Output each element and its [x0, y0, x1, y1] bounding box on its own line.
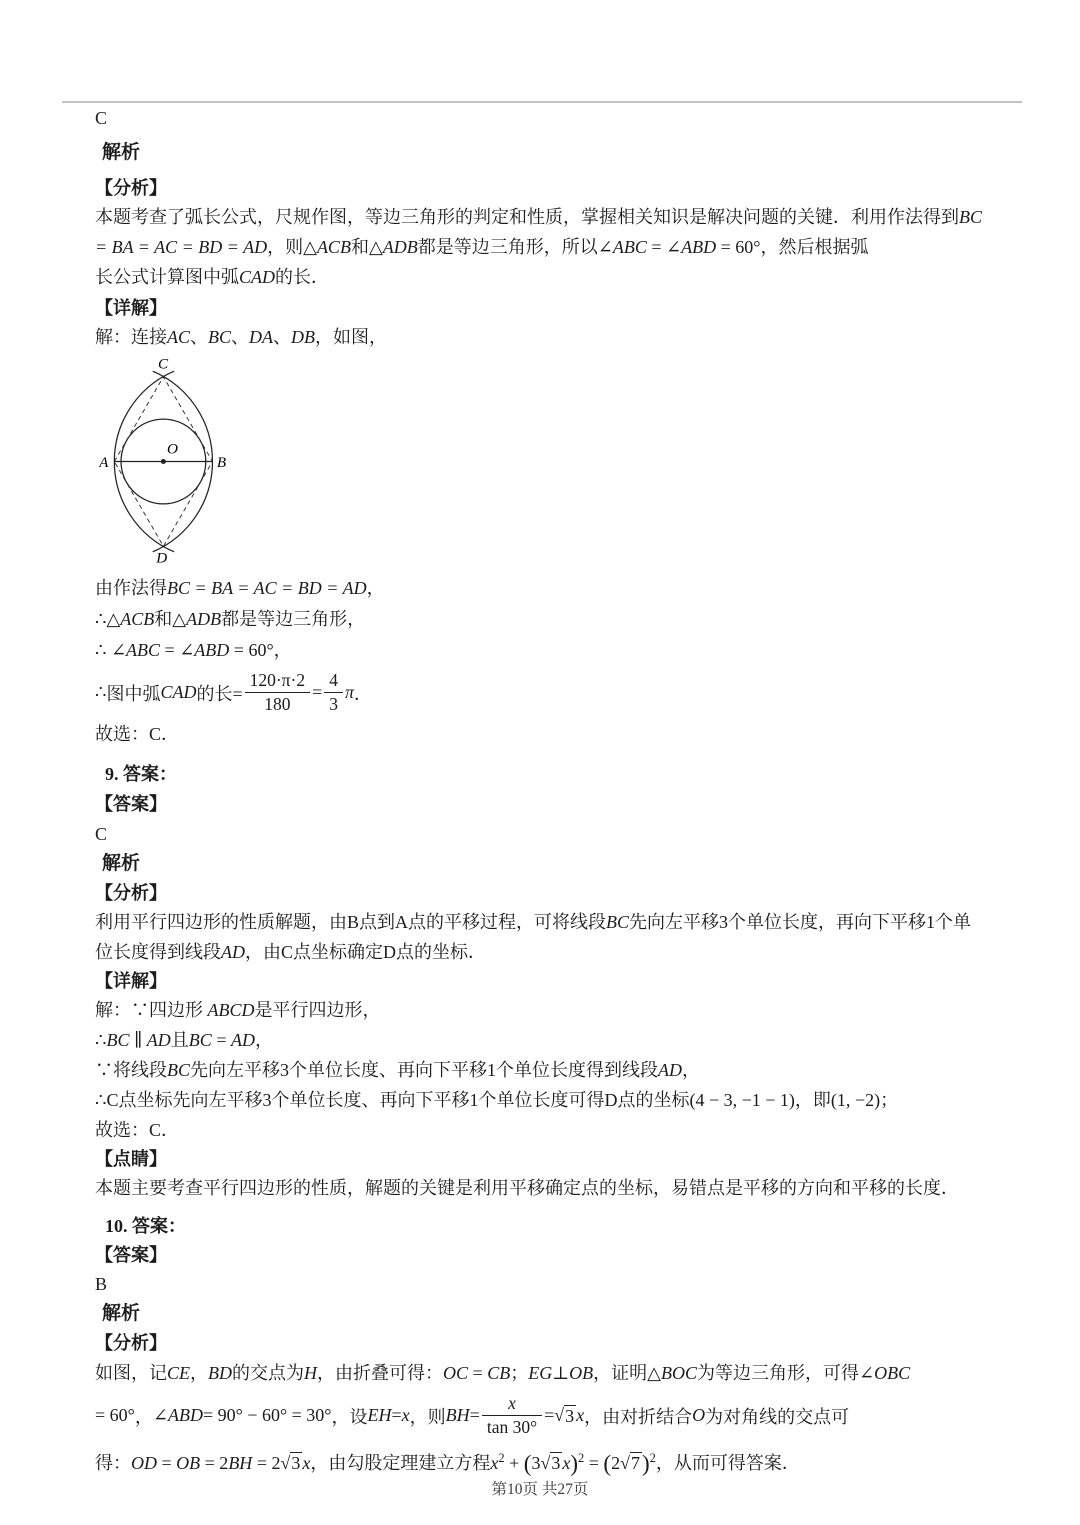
text-segment: π [345, 682, 355, 702]
answer-letter: B [95, 1274, 108, 1294]
solution-line-arc-length [95, 666, 1000, 719]
text-segment: OD [131, 1453, 157, 1473]
text-segment: ，则 [267, 237, 304, 257]
text-segment: x [401, 1405, 410, 1425]
header-rule [62, 101, 1022, 103]
text-segment: ，然后根据弧 [760, 237, 869, 257]
bracket-heading-xiangjie: 【详解】 [95, 298, 167, 318]
analysis-line [95, 907, 1000, 937]
text-segment: BD [208, 1363, 233, 1383]
analysis-line-with-fraction [95, 1389, 1000, 1442]
text-segment: BC [208, 327, 232, 347]
fraction [324, 670, 343, 715]
text-segment: BC [188, 1030, 212, 1050]
bracket-heading-dianjing: 【点睛】 [95, 1149, 167, 1169]
solution-line [95, 573, 1000, 604]
conclusion-line [95, 719, 1000, 749]
text-segment: 得： [95, 1453, 131, 1473]
text-segment: CB [487, 1363, 511, 1383]
fraction-numerator: 4 [324, 670, 343, 693]
text-segment: ∠ [666, 237, 682, 257]
text-segment: 3 [291, 1453, 301, 1473]
text-segment: AD [658, 1060, 683, 1080]
text-segment: √ [280, 1453, 291, 1473]
text-segment: ∠ [179, 640, 195, 660]
solution-line [95, 1025, 1000, 1055]
text-segment: DA [249, 327, 274, 347]
analysis-line [95, 937, 1000, 967]
text-segment: = [646, 237, 667, 257]
text-segment: = 90° − 60° = 30° [202, 1405, 332, 1425]
text-segment: x [562, 1453, 571, 1473]
text-segment: ， [190, 1363, 209, 1383]
text-segment: 且 [170, 1030, 189, 1050]
text-segment: O [692, 1405, 706, 1425]
text-segment: 故选：C． [95, 724, 180, 744]
analysis-line [95, 232, 1000, 262]
text-segment: 为对角线的交点可 [705, 1406, 850, 1427]
bracket-heading-fenxi: 【分析】 [95, 1333, 167, 1353]
text-segment: ABD [681, 237, 717, 257]
text-segment: = [391, 1405, 402, 1425]
fraction-numerator: x [482, 1393, 542, 1416]
text-segment: 先向左平移3个单位长度，再向下平移1个单 [629, 912, 972, 932]
text-segment: CAD [239, 267, 275, 287]
text-segment: = 60° [95, 1405, 135, 1425]
text-segment: 、 [190, 327, 209, 347]
text-segment: ，由对折结合 [584, 1406, 693, 1427]
text-segment: = [469, 1405, 480, 1425]
text-segment: ∴ [95, 609, 107, 629]
point-label-b: B [216, 453, 227, 471]
text-segment: ． [354, 683, 373, 704]
text-segment: ABC [612, 237, 647, 257]
text-segment: △ [647, 1363, 661, 1383]
text-segment: 3 [565, 1405, 575, 1426]
text-segment: △ [172, 609, 187, 629]
text-segment: ∠ [597, 237, 613, 257]
text-segment: EG [528, 1363, 553, 1383]
page-content [95, 106, 1000, 1480]
text-segment: ∵将线段 [95, 1060, 167, 1080]
text-segment: DB [291, 327, 316, 347]
text-segment: ，如图， [315, 327, 388, 347]
text-segment: 解：∵四边形 [95, 1000, 208, 1020]
text-segment: √ [540, 1453, 551, 1473]
text-segment: ABD [194, 640, 230, 660]
text-segment: = [157, 1453, 177, 1473]
text-segment: ，即 [794, 1090, 831, 1110]
text-segment: ∴C点坐标先向左平移3个单位长度、再向下平移1个单位长度可得D点的坐标 [95, 1090, 690, 1110]
text-segment: 和 [350, 237, 369, 257]
text-segment: ， [366, 578, 385, 598]
text-segment: ∠ [858, 1363, 875, 1383]
text-segment: ( [603, 1451, 612, 1476]
text-segment: H [304, 1363, 318, 1383]
text-segment: 由作法得 [95, 578, 167, 598]
text-segment: = BA = AC = BD = AD [95, 237, 268, 257]
text-segment: BH [445, 1405, 470, 1425]
text-segment: 故选：C． [95, 1120, 180, 1140]
text-segment: 2 [578, 1451, 585, 1465]
text-segment: ， [254, 1030, 273, 1050]
text-segment: 的长= [196, 683, 243, 704]
text-segment: ∥ [129, 1030, 147, 1050]
text-segment: ADB [382, 237, 418, 257]
text-segment: x [576, 1405, 585, 1425]
text-segment: ； [880, 1090, 899, 1110]
bracket-heading-xiangjie: 【详解】 [95, 971, 167, 991]
point-label-o: O [166, 440, 178, 458]
point-label-a: A [99, 453, 109, 471]
text-segment: OB [569, 1363, 594, 1383]
section-heading-jiexi: 解析 [102, 1303, 141, 1324]
analysis-line [95, 1442, 1000, 1480]
text-segment: ，则 [409, 1406, 446, 1427]
text-segment: 2 [611, 1453, 621, 1473]
answer-letter: C [95, 824, 108, 844]
conclusion-line [95, 1115, 1000, 1145]
text-segment: 7 [630, 1453, 640, 1473]
center-point-o [161, 459, 166, 464]
text-segment: = 2 [200, 1453, 229, 1473]
text-segment: 先向左平移3个单位长度、再向下平移1个单位长度得到线段 [190, 1060, 659, 1080]
text-segment: 3 [551, 1453, 561, 1473]
text-segment: BOC [660, 1363, 697, 1383]
text-segment: = [312, 682, 323, 702]
text-segment: OC [443, 1363, 469, 1383]
analysis-line [95, 1357, 1000, 1389]
solution-line [95, 1085, 1000, 1115]
bracket-heading-fenxi: 【分析】 [95, 883, 167, 903]
text-segment: ACB [316, 237, 351, 257]
text-segment: ACB [120, 609, 155, 629]
text-segment: 为等边三角形，可得 [696, 1363, 859, 1383]
point-label-c: C [158, 358, 169, 373]
text-segment: = [160, 640, 180, 660]
text-segment: ，由C点坐标确定D点的坐标． [245, 942, 487, 962]
text-segment: 都是等边三角形， [221, 609, 366, 629]
text-segment: ⊥ [552, 1363, 570, 1383]
text-segment: 、 [273, 327, 292, 347]
analysis-line [95, 202, 1000, 232]
text-segment: ∴ [95, 640, 111, 660]
geometry-figure-svg [99, 358, 251, 565]
text-segment: 2 [649, 1451, 656, 1465]
text-segment: 2 [498, 1451, 505, 1465]
text-segment: ，由勾股定理建立方程 [310, 1453, 491, 1473]
text-segment: x [490, 1453, 499, 1473]
text-segment: BC [106, 1030, 130, 1050]
text-segment: (4 − 3, −1 − 1) [689, 1090, 795, 1110]
fraction [482, 1393, 542, 1438]
fraction [245, 670, 311, 715]
text-segment: = [584, 1453, 604, 1473]
text-segment: ABC [126, 640, 161, 660]
text-segment: = [211, 1030, 231, 1050]
solution-line [95, 635, 1000, 666]
text-segment: = 60° [716, 237, 761, 257]
text-segment: 长公式计算图中弧 [95, 267, 239, 287]
text-segment: ， [682, 1060, 701, 1080]
geometry-figure [99, 358, 1000, 565]
text-segment: = [468, 1363, 488, 1383]
point-label-d: D [156, 549, 168, 565]
bracket-heading-daan: 【答案】 [95, 1245, 167, 1265]
text-segment: √ [554, 1405, 565, 1425]
text-segment: 3 [531, 1453, 541, 1473]
text-segment: △ [303, 237, 317, 257]
text-segment: ABD [167, 1405, 203, 1425]
solution-line [95, 322, 1000, 352]
text-segment: 的长． [275, 267, 329, 287]
text-segment: △ [368, 237, 383, 257]
text-segment: ∴ [95, 1030, 107, 1050]
text-segment: △ [106, 609, 121, 629]
text-segment: ∠ [110, 640, 127, 660]
text-segment: 本题主要考查平行四边形的性质，解题的关键是利用平移确定点的坐标，易错点是平移的方向和平移的长度． [95, 1178, 959, 1198]
analysis-line [95, 262, 1000, 292]
text-segment: 解：连接 [95, 327, 167, 347]
solution-line [95, 1055, 1000, 1085]
text-segment: x [302, 1453, 311, 1473]
bracket-heading-daan: 【答案】 [95, 794, 167, 814]
text-segment: ， [273, 640, 292, 660]
text-segment: 位长度得到线段 [95, 942, 221, 962]
text-segment: ∠ [152, 1405, 168, 1425]
section-heading-jiexi: 解析 [102, 142, 141, 163]
text-segment: ，设 [331, 1406, 368, 1427]
text-segment: (1, −2) [830, 1090, 881, 1110]
section-heading-jiexi: 解析 [102, 853, 141, 874]
fraction-denominator: 3 [329, 694, 339, 714]
text-segment: BC [959, 207, 983, 227]
text-segment: OBC [874, 1363, 911, 1383]
text-segment: BC = BA = AC = BD = AD [167, 578, 367, 598]
text-segment: AC [167, 327, 191, 347]
answer-letter: C [95, 108, 108, 128]
text-segment: BC [167, 1060, 191, 1080]
text-segment: AD [230, 1030, 255, 1050]
question-10-title: 10. 答案： [105, 1216, 186, 1236]
solution-line [95, 995, 1000, 1025]
text-segment: 利用平行四边形的性质解题，由B点到A点的平移过程，可将线段 [95, 912, 607, 932]
text-segment: = [544, 1405, 555, 1425]
text-segment: 本题考查了弧长公式，尺规作图，等边三角形的判定和性质，掌握相关知识是解决问题的关键．利用作法得到 [95, 207, 959, 227]
text-segment: ) [641, 1451, 650, 1476]
text-segment: 都是等边三角形，所以 [417, 237, 598, 257]
text-segment: 和 [154, 609, 173, 629]
text-segment: 、 [231, 327, 250, 347]
fraction-numerator: 120·π·2 [245, 670, 311, 693]
text-segment: AD [221, 942, 245, 962]
text-segment: ) [570, 1451, 578, 1476]
text-segment: ，证明 [593, 1363, 648, 1383]
text-segment: = 2 [252, 1453, 281, 1473]
bracket-heading-fenxi: 【分析】 [95, 178, 167, 198]
question-9-title: 9. 答案： [105, 764, 177, 784]
page-footer: 第10页 共27页 [491, 1481, 589, 1498]
text-segment: CE [167, 1363, 191, 1383]
text-segment: = 60° [229, 640, 274, 660]
text-segment: OB [176, 1453, 201, 1473]
text-segment: EH [367, 1405, 392, 1425]
text-segment: 的交点为 [232, 1363, 305, 1383]
text-segment: 图中弧 [106, 683, 161, 704]
text-segment: ∴ [95, 682, 107, 702]
text-segment: ； [510, 1363, 529, 1383]
text-segment: AD [146, 1030, 171, 1050]
solution-line [95, 604, 1000, 635]
text-segment: ( [523, 1451, 532, 1476]
text-segment: 是平行四边形， [254, 1000, 381, 1020]
text-segment: ABCD [207, 1000, 255, 1020]
text-segment: ， [134, 1406, 153, 1427]
text-segment: BC [606, 912, 630, 932]
fraction-denominator: 180 [264, 694, 291, 714]
text-segment: ，从而可得答案． [655, 1453, 800, 1473]
text-segment: BH [228, 1453, 253, 1473]
text-segment: 如图，记 [95, 1363, 167, 1383]
remark-line [95, 1173, 1000, 1203]
text-segment: CAD [160, 682, 197, 702]
text-segment: √ [620, 1453, 630, 1473]
text-segment: ，由折叠可得： [317, 1363, 444, 1383]
text-segment: + [504, 1453, 524, 1473]
text-segment: ADB [186, 609, 222, 629]
fraction-denominator: tan 30° [486, 1417, 538, 1437]
